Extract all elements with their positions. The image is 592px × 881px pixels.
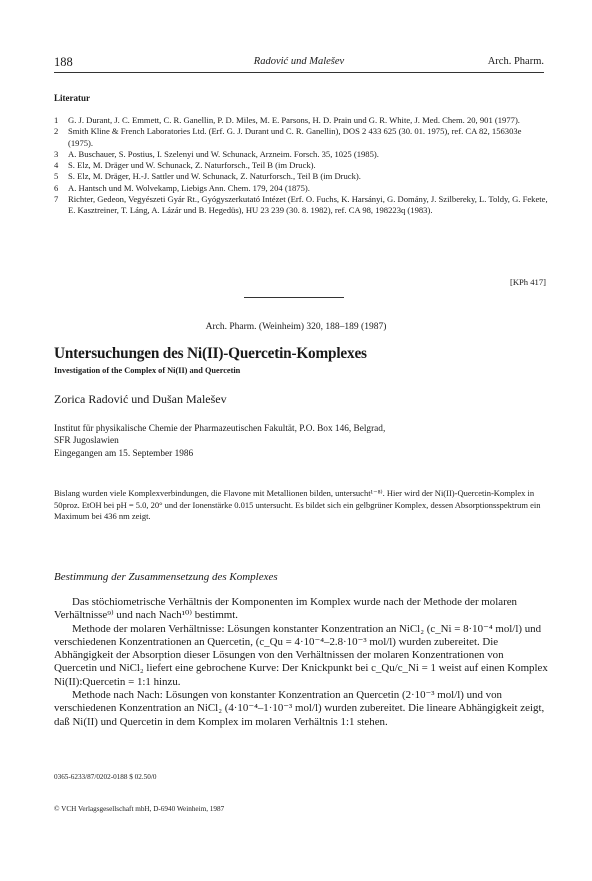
reference-item <box>54 183 548 194</box>
journal-name: Arch. Pharm. <box>487 56 544 67</box>
separator-rule <box>244 297 344 298</box>
reference-number: 1 <box>54 115 59 125</box>
reference-list <box>54 115 548 217</box>
received-date: Eingegangen am 15. September 1986 <box>54 448 194 459</box>
reference-number: 5 <box>54 171 59 182</box>
reference-text: S. Elz, M. Dräger und W. Schunack, Z. Naturforsch., Teil B (im Druck). <box>68 160 316 171</box>
affiliation-line: SFR Jugoslawien <box>54 436 119 447</box>
reference-number: 4 <box>54 160 59 171</box>
reference-text: G. J. Durant, J. C. Emmett, C. R. Ganellin, P. D. Miles, M. E. Parsons, H. D. Prain und G. R. White, J. Med. Chem. 20, 901 (1977). <box>68 115 520 125</box>
article-citation: Arch. Pharm. (Weinheim) 320, 188–189 (1987) <box>205 322 387 332</box>
paragraph: Das stöchiometrische Verhältnis der Komponenten im Komplex wurde nach der Methode der molaren Verhältnisse⁹⁾ und nach Nach¹⁰⁾ bestimmt. <box>54 596 517 622</box>
reference-text: Smith Kline & French Laboratories Ltd. (Erf. G. J. Durant und C. R. Ganellin), DOS 2 433 625 (30. 01. 1975), ref. CA 82, 156303e (1975). <box>68 126 522 148</box>
reference-text: A. Hantsch und M. Wolvekamp, Liebigs Ann. Chem. 179, 204 (1875). <box>68 182 310 193</box>
article-code: 0365-6233/87/0202-0188 $ 02.50/0 <box>54 773 157 781</box>
running-title: Radović und Malešev <box>253 56 345 67</box>
header-rule <box>54 72 544 73</box>
reference-item <box>54 115 548 126</box>
paragraph: Methode der molaren Verhältnisse: Lösungen konstanter Konzentration an NiCl₂ (c_Ni = 8·10⁻⁴ mol/l) und verschiedenen Konzentrationen an Quercetin, (c_Qu = 4·10⁻⁴–2.8·10⁻³ mol/l) wurden zubereitet. Die Abhängigkeit der Absorption dieser Lösungen von den Verhältnissen der molaren Konzentrationen von Quercetin und NiCl₂ liefert eine gebrochene Kurve: Der Knickpunkt bei c_Qu/c_Ni = 1 weist auf einen Komplex Ni(II):Quercetin = 1:1 hinzu. <box>54 622 548 688</box>
literature-heading: Literatur <box>54 93 90 103</box>
reference-number: 3 <box>54 148 59 159</box>
running-header <box>54 55 544 71</box>
affiliation-line: Institut für physikalische Chemie der Pharmazeutischen Fakultät, P.O. Box 146, Belgrad, <box>54 424 386 434</box>
article-authors: Zorica Radović und Dušan Malešev <box>54 392 227 406</box>
reference-number: 7 <box>54 194 59 205</box>
reference-text: Richter, Gedeon, Vegyészeti Gyár Rt., Gyógyszerkutató Intézet (Erf. O. Fuchs, K. Harsányi, G. Domány, J. Szilbereky, L. Toldy, G. Fekete, E. Kasztreiner, T. Láng, A. Lázár und B. Hegedüs), HU 23 239 (30. 8. 1982), ref. CA 98, 198223q (1983). <box>68 194 548 216</box>
reference-text: S. Elz, M. Dräger, H.-J. Sattler und W. Schunack, Z. Naturforsch., Teil B (im Druck). <box>68 171 361 182</box>
page-number: 188 <box>54 55 73 69</box>
reference-item <box>54 160 548 171</box>
kph-code: [KPh 417] <box>509 277 546 287</box>
article-title: Untersuchungen des Ni(II)-Quercetin-Komplexes <box>54 345 367 362</box>
reference-number: 6 <box>54 182 59 193</box>
article-subtitle: Investigation of the Complex of Ni(II) and Quercetin <box>54 366 241 375</box>
reference-item <box>54 194 548 217</box>
reference-item <box>54 171 548 182</box>
body-text <box>54 596 548 729</box>
reference-item <box>54 126 548 149</box>
reference-text: A. Buschauer, S. Postius, I. Szelenyi und W. Schunack, Arzneim. Forsch. 35, 1025 (1985). <box>68 148 379 159</box>
section-heading: Bestimmung der Zusammensetzung des Komplexes <box>54 571 278 583</box>
paragraph: Methode nach Nach: Lösungen von konstanter Konzentration an Quercetin (2·10⁻³ mol/l) und von verschiedenen Konzentration an NiCl₂ (4·10⁻⁴–1·10⁻³ mol/l) wurden zubereitet. Die lineare Abhängigkeit zeigt, daß Ni(II) und Quercetin in dem Komplex im molaren Verhältnis 1:1 stehen. <box>54 689 545 728</box>
reference-number: 2 <box>54 126 59 137</box>
author-affiliation <box>54 423 385 460</box>
abstract: Bislang wurden viele Komplexverbindungen, die Flavone mit Metallionen bilden, untersucht¹⁻⁸⁾. Hier wird der Ni(II)-Quercetin-Komplex in 50proz. EtOH bei pH = 5.0, 20° und der Ionenstärke 0.015 untersucht. Es bildet sich ein gelbgrüner Komplex, dessen Absorptionsspektrum ein Maximum bei 436 nm zeigt. <box>54 488 541 521</box>
copyright-notice: © VCH Verlagsgesellschaft mbH, D-6940 Weinheim, 1987 <box>54 805 225 813</box>
reference-item <box>54 149 548 160</box>
